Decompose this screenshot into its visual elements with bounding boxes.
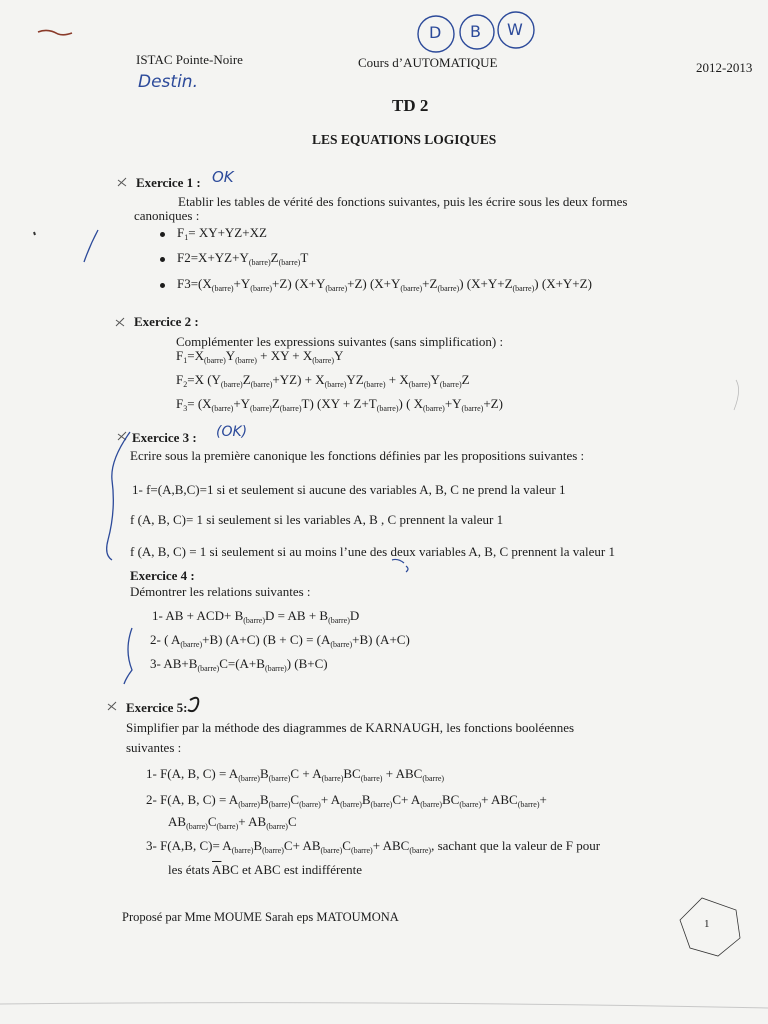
- expression-f2: $F_2=X$ $(Y_{(barre)}Z_{(barre)}+YZ) + X_{(barre)}YZ_{(barre)} + X_{(barre)}Y_{(barre)}Z$: [176, 372, 470, 389]
- proposition-3: f (A, B, C) = 1 si seulement si au moins l’une des deux variables A, B, C prennent la valeur 1: [130, 544, 615, 559]
- exercise-5-intro: Simplifier par la méthode des diagrammes de KARNAUGH, les fonctions booléennes: [126, 720, 575, 735]
- bullet: [160, 232, 165, 237]
- circled-letter-d: D: [429, 23, 442, 42]
- expression-f3: $F_3= (X_{(barre)}+Y_{(barre)}Z_{(barre)}T) (XY + Z+T_{(barre)})$ ( $X_{(barre)}+Y_{(barre)}+Z$): [176, 396, 503, 413]
- course-title: Cours d’AUTOMATIQUE: [358, 55, 498, 70]
- page-title: TD 2: [392, 96, 429, 115]
- school-name: ISTAC Pointe-Noire: [136, 52, 243, 67]
- relation-2: 2- ( $A_{(barre)}+B$) (A+C) $(B + C) = (A_{(barre)}+B)$ (A+C): [150, 632, 410, 649]
- exercise-2-title: Exercice 2 :: [134, 314, 199, 329]
- author-credit: Proposé par Mme MOUME Sarah eps MATOUMONA: [122, 910, 399, 924]
- school-year: 2012-2013: [696, 60, 753, 75]
- karnaugh-function-2-cont: $AB_{(barre)}C_{(barre)}+ AB_{(barre)}C$: [168, 814, 297, 831]
- proposition-2: f (A, B, C)= 1 si seulement si les variables A, B , C prennent la valeur 1: [130, 512, 504, 527]
- exercise-1-intro-cont: canoniques :: [134, 208, 200, 223]
- karnaugh-function-2: 2- F(A, B, $C) = A_{(barre)}B_{(barre)}C_{(barre)}+ A_{(barre)}B_{(barre)}C+ A_{(barre)}BC_{(barre)}+ ABC_{(barre)}+$: [146, 792, 547, 809]
- function-f2: $F2=X+YZ+Y_{(barre)}Z_{(barre)}T$: [160, 250, 308, 267]
- exercise-1-intro: Etablir les tables de vérité des fonctions suivantes, puis les écrire sous les deux formes: [178, 194, 628, 209]
- exercise-3-mark: (OK): [216, 424, 248, 440]
- exercise-1-mark: OK: [212, 168, 234, 186]
- karnaugh-function-1: 1- F(A, B, $C) = A_{(barre)}B_{(barre)}C + A_{(barre)}BC_{(barre)} + ABC_{(barre)}$: [146, 766, 445, 783]
- exercise-4-title: Exercice 4 :: [130, 568, 195, 583]
- page-number: 1: [704, 918, 710, 930]
- circled-letter-b: B: [470, 22, 481, 41]
- relation-1: 1- AB + $ACD+ B_{(barre)}D$ = AB + $B_{(barre)}D$: [152, 608, 360, 625]
- relation-3: 3- $AB+B_{(barre)}C=(A+B_{(barre)})$ (B+C): [150, 656, 328, 673]
- function-f1: $F_1= XY+YZ+XZ$: [160, 225, 267, 242]
- karnaugh-function-3-cont: les états $\overline{A}BC$ et ABC est indifférente: [168, 862, 363, 877]
- bullet: [160, 283, 165, 288]
- exercise-3-intro: Ecrire sous la première canonique les fonctions définies par les propositions suivantes :: [130, 448, 585, 463]
- exercise-2-intro: Complémenter les expressions suivantes (sans simplification) :: [176, 334, 504, 349]
- proposition-1: 1- f=(A,B,C)=1 si et seulement si aucune des variables A, B, C ne prend la valeur 1: [132, 482, 566, 497]
- function-f3: $F3=(X_{(barre)}+Y_{(barre)}+Z)$ $(X+Y_{(barre)}+Z)$ $(X+Y_{(barre)}+Z_{(barre)})$ $(X+Y+Z_{(barre)})$ (X+Y+Z): [160, 276, 592, 293]
- circled-letter-w: W: [507, 20, 523, 39]
- exercise-5-title: Exercice 5:: [126, 700, 188, 715]
- exercise-3-title: Exercice 3 :: [132, 430, 197, 445]
- exercise-5-intro-cont: suivantes :: [126, 740, 182, 755]
- handwritten-name: Destin.: [138, 72, 198, 92]
- page-subtitle: LES EQUATIONS LOGIQUES: [312, 132, 497, 147]
- exercise-4-intro: Démontrer les relations suivantes :: [130, 584, 311, 599]
- expression-f1: $F_1=X_{(barre)}Y_{(barre)}$ + XY + $X_{(barre)}Y$: [176, 348, 344, 365]
- exercise-1-title: Exercice 1 :: [136, 175, 201, 190]
- karnaugh-function-3: 3- F(A,B, $C)= A_{(barre)}B_{(barre)}C+ AB_{(barre)}C_{(barre)}+ ABC_{(barre)}$, sachant que la valeur de F pour: [146, 838, 601, 855]
- bullet: [160, 257, 165, 262]
